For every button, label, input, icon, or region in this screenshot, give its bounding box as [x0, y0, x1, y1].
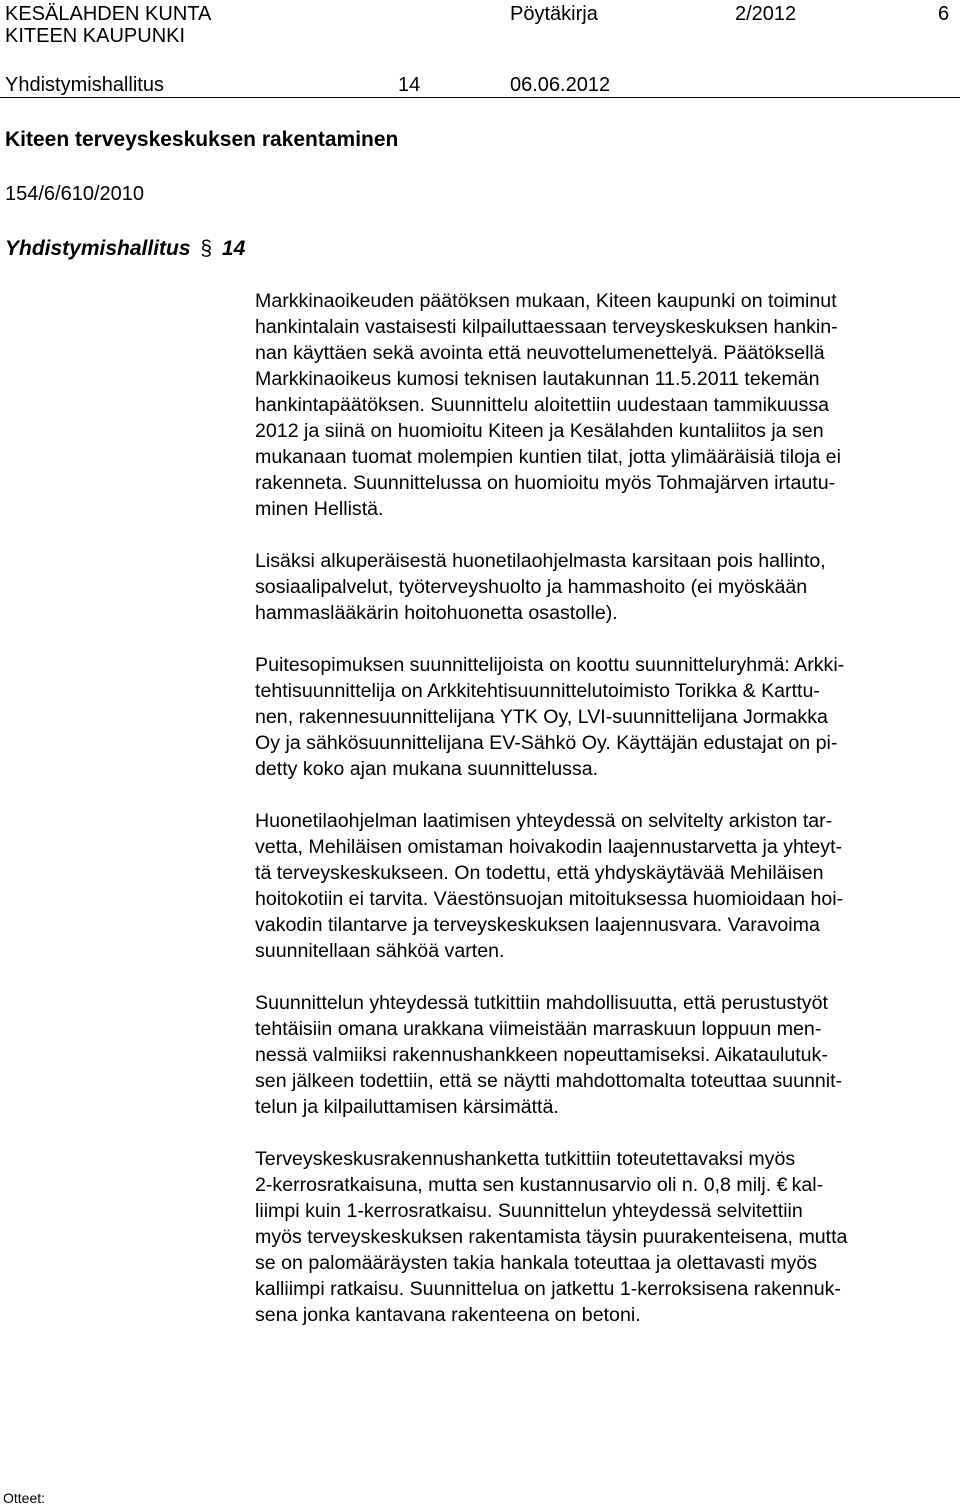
text-line: Terveyskeskusrakennushanketta tutkittiin toteutettavaksi myös: [255, 1148, 796, 1170]
text-line: Oy ja sähkösuunnittelijana EV-Sähkö Oy. Käyttäjän edustajat on pi-: [255, 732, 838, 754]
doc-type: Pöytäkirja: [510, 3, 598, 25]
text-line: liimpi kuin 1-kerrosratkaisu. Suunnittelun yhteydessä selvitettiin: [255, 1200, 803, 1222]
org-name-secondary: KITEEN KAUPUNKI: [5, 25, 186, 47]
text-line: suunnitellaan sähköä varten.: [255, 940, 505, 962]
paragraph: [255, 808, 955, 964]
text-segment: 2-kerrosratkaisuna, mutta sen kustannusarvio oli n. 0,8 milj.: [255, 1174, 772, 1196]
text-line: vetta, Mehiläisen omistaman hoivakodin laajennustarvetta ja yhteyt-: [255, 836, 843, 858]
text-line: tä terveyskeskukseen. On todettu, että yhdyskäytävää Mehiläisen: [255, 862, 824, 884]
text-line: rakenneta. Suunnittelussa on huomioitu myös Tohmajärven irtautu-: [255, 472, 836, 494]
body-name: Yhdistymishallitus: [5, 74, 164, 96]
text-line: hankintalain vastaisesti kilpailuttaessaan terveyskeskuksen hankin-: [255, 316, 838, 338]
text-line: [255, 1172, 955, 1198]
text-line: minen Hellistä.: [255, 498, 384, 520]
paragraph: [255, 990, 955, 1120]
text-line: Markkinaoikeuden päätöksen mukaan, Kiteen kaupunki on toiminut: [255, 290, 837, 312]
text-line: kalliimpi ratkaisu. Suunnittelua on jatkettu 1-kerroksisena rakennuk-: [255, 1278, 841, 1300]
case-number: 154/6/610/2010: [5, 183, 145, 205]
text-line: nessä valmiiksi rakennushankkeen nopeuttamiseksi. Aikataulutuk-: [255, 1044, 828, 1066]
text-line: sen jälkeen todettiin, että se näytti mahdottomalta toteuttaa suunnit-: [255, 1070, 843, 1092]
text-line: hankintapäätöksen. Suunnittelu aloitettiin uudestaan tammikuussa: [255, 394, 830, 416]
text-line: tehtäisiin omana urakkana viimeistään marraskuun loppuun men-: [255, 1018, 822, 1040]
footer-copies-label: Otteet:: [3, 1490, 46, 1506]
text-line: Suunnittelun yhteydessä tutkittiin mahdollisuutta, että perustustyöt: [255, 992, 828, 1014]
item-title: Kiteen terveyskeskuksen rakentaminen: [5, 128, 399, 151]
text-line: hoitokotiin ei tarvita. Väestönsuojan mitoituksessa huomioidaan hoi-: [255, 888, 844, 910]
paragraph: [255, 288, 955, 522]
paragraph: [255, 1146, 955, 1328]
euro-symbol: €: [776, 1174, 788, 1196]
text-line: vakodin tilantarve ja terveyskeskuksen laajennusvara. Varavoima: [255, 914, 820, 936]
text-segment: kal-: [791, 1174, 824, 1196]
text-line: Lisäksi alkuperäisestä huonetilaohjelmasta karsitaan pois hallinto,: [255, 550, 826, 572]
section-body-name: Yhdistymishallitus: [5, 237, 191, 260]
text-line: sosiaalipalvelut, työterveyshuolto ja hammashoito (ei myöskään: [255, 576, 808, 598]
doc-number: 2/2012: [735, 3, 797, 25]
text-line: Puitesopimuksen suunnittelijoista on koottu suunnitteluryhmä: Arkki-: [255, 654, 845, 676]
header-divider: [0, 97, 960, 98]
text-line: tehtisuunnittelija on Arkkitehtisuunnittelutoimisto Torikka & Karttu-: [255, 680, 820, 702]
text-line: sena jonka kantavana rakenteena on betoni.: [255, 1304, 641, 1326]
minutes-body: [255, 288, 955, 1354]
text-line: 2012 ja siinä on huomioitu Kiteen ja Kesälahden kuntaliitos ja sen: [255, 420, 824, 442]
text-line: nan käyttäen sekä avointa että neuvottelumenettelyä. Päätöksellä: [255, 342, 825, 364]
text-line: hammaslääkärin hoitohuonetta osastolle).: [255, 602, 618, 624]
paragraph: [255, 652, 955, 782]
meeting-date: 06.06.2012: [510, 74, 611, 96]
section-number: 14: [221, 237, 246, 260]
text-line: mukanaan tuomat molempien kuntien tilat, jotta ylimääräisiä tiloja ei: [255, 446, 841, 468]
section-symbol: §: [200, 237, 213, 260]
text-line: se on palomääräysten takia hankala toteuttaa ja olettavasti myös: [255, 1252, 818, 1274]
paragraph: [255, 548, 955, 626]
text-line: nen, rakennesuunnittelijana YTK Oy, LVI-suunnittelijana Jormakka: [255, 706, 828, 728]
org-name-primary: KESÄLAHDEN KUNTA: [5, 3, 212, 25]
text-line: telun ja kilpailuttamisen kärsimättä.: [255, 1096, 559, 1118]
text-line: Markkinaoikeus kumosi teknisen lautakunnan 11.5.2011 tekemän: [255, 368, 820, 390]
text-line: Huonetilaohjelman laatimisen yhteydessä on selvitelty arkiston tar-: [255, 810, 833, 832]
section-heading: [5, 237, 245, 261]
page-number: 6: [938, 3, 950, 25]
text-line: detty koko ajan mukana suunnittelussa.: [255, 758, 599, 780]
item-number: 14: [398, 74, 421, 96]
text-line: myös terveyskeskuksen rakentamista täysin puurakenteisena, mutta: [255, 1226, 848, 1248]
